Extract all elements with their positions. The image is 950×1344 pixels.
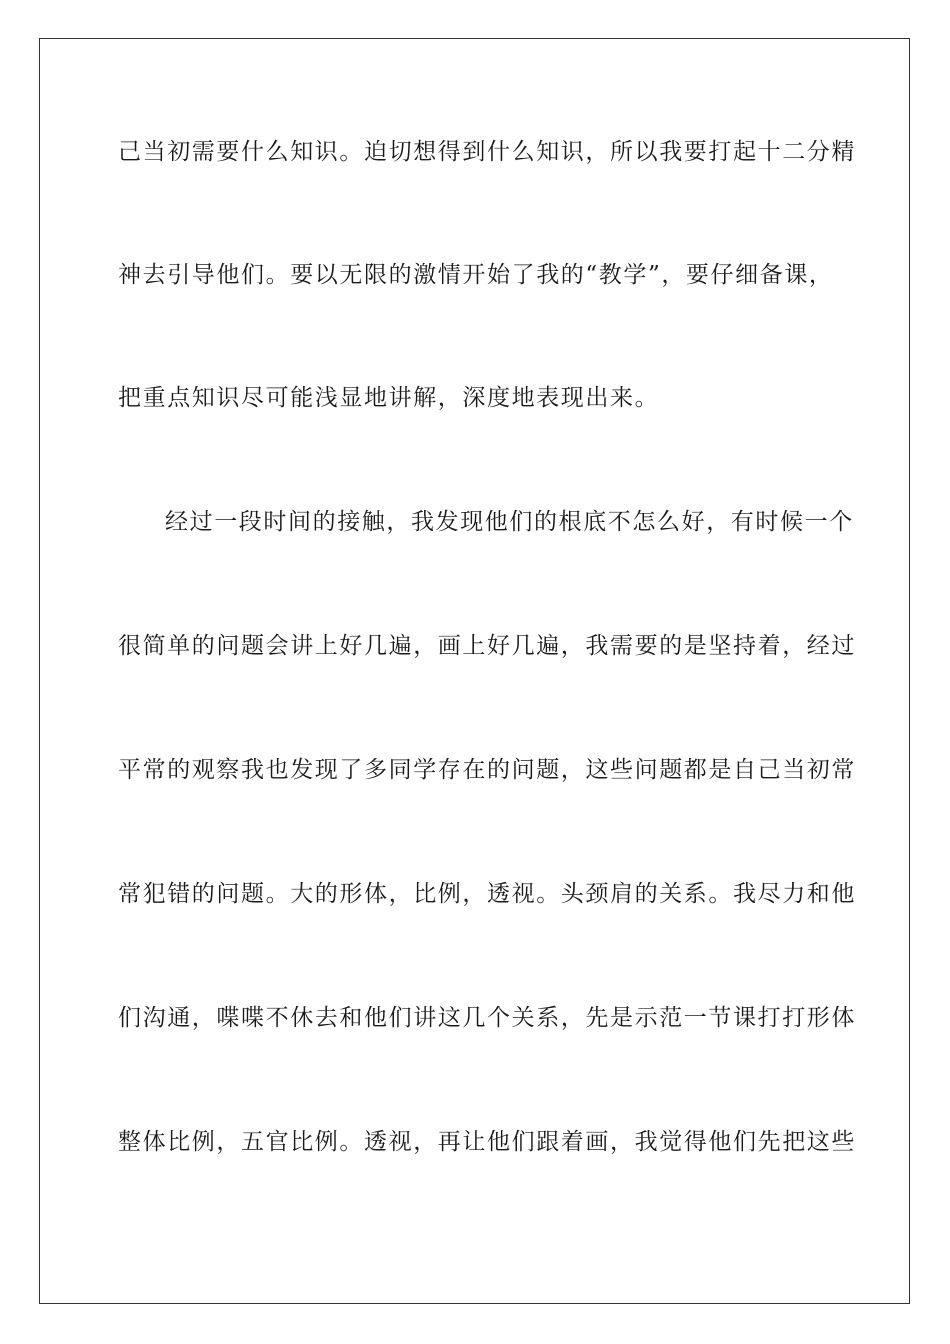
- paragraph-line: 平常的观察我也发现了多同学存在的问题，这些问题都是自己当初常: [118, 757, 856, 783]
- paragraph-line: 把重点知识尽可能浅显地讲解，深度地表现出来。: [118, 385, 660, 411]
- paragraph-line: 整体比例，五官比例。透视，再让他们跟着画，我觉得他们先把这些: [118, 1129, 856, 1155]
- paragraph-line: 很简单的问题会讲上好几遍，画上好几遍，我需要的是坚持着，经过: [118, 633, 856, 659]
- paragraph-line: 己当初需要什么知识。迫切想得到什么知识，所以我要打起十二分精: [118, 139, 856, 165]
- paragraph-line: 常犯错的问题。大的形体，比例，透视。头颈肩的关系。我尽力和他: [118, 881, 856, 907]
- page-border: [39, 38, 910, 1304]
- paragraph-line: 们沟通，喋喋不休去和他们讲这几个关系，先是示范一节课打打形体: [118, 1005, 856, 1031]
- paragraph-line: 神去引导他们。要以无限的激情开始了我的“教学”，要仔细备课，: [118, 262, 834, 288]
- paragraph-first-line: 经过一段时间的接触，我发现他们的根底不怎么好，有时候一个: [165, 509, 854, 535]
